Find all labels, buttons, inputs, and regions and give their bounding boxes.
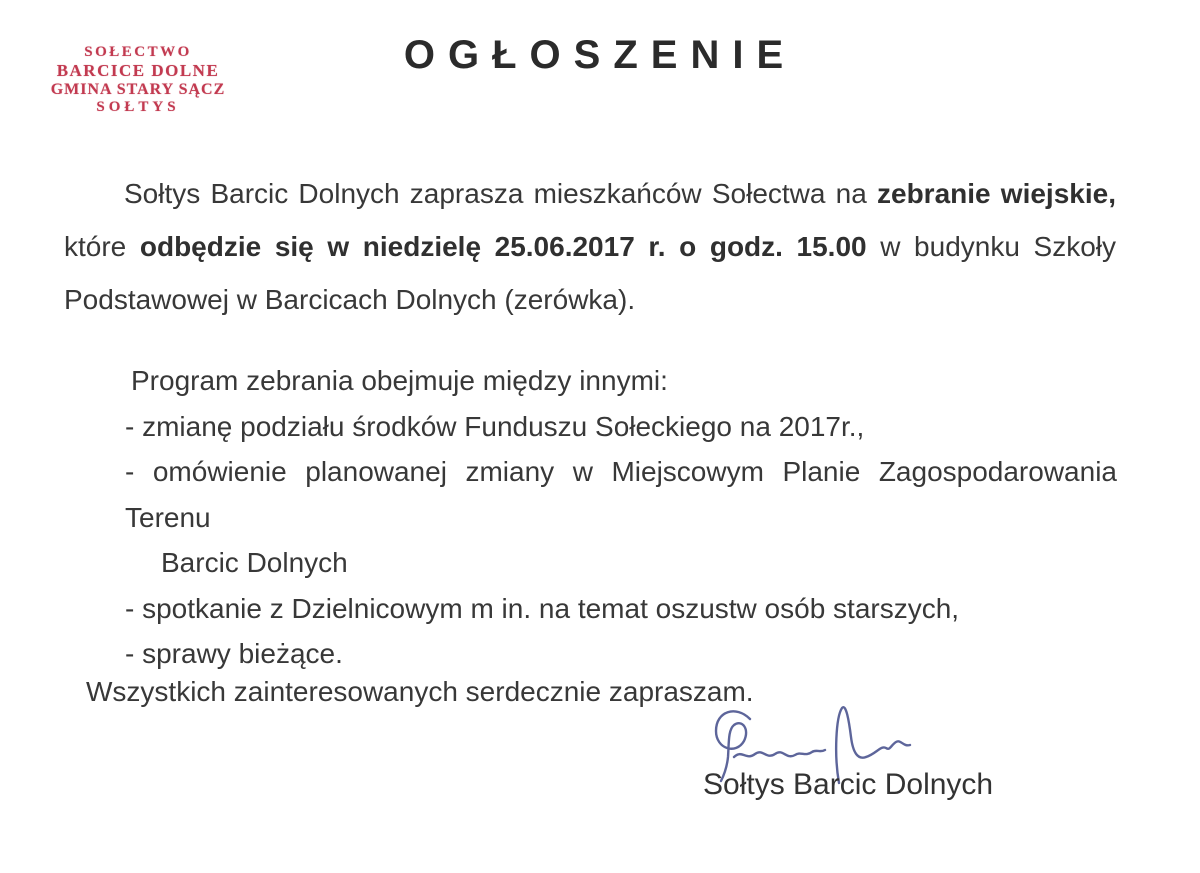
intro-paragraph — [64, 167, 1116, 326]
stamp-line-solectwo: SOŁECTWO — [84, 44, 192, 60]
stamp-line-gmina: GMINA STARY SĄCZ — [50, 80, 226, 98]
agenda-item: - zmianę podziału środków Funduszu Sołeckiego na 2017r., — [125, 410, 865, 442]
agenda-item: - sprawy bieżące. — [125, 638, 343, 669]
stamp-line-soltys: SOŁTYS — [96, 99, 180, 116]
agenda-section — [125, 358, 1117, 677]
agenda-item-continuation: Barcic Dolnych — [161, 547, 348, 578]
document-title: OGŁOSZENIE — [403, 33, 797, 77]
agenda-item: - spotkanie z Dzielnicowym m in. na temat oszustw osób starszych, — [125, 592, 960, 624]
intro-line-2-pre: które — [64, 231, 140, 262]
agenda-item: - omówienie planowanej zmiany w Miejscowym Planie Zagospodarowania Terenu — [125, 456, 1117, 533]
intro-line-2 — [64, 220, 1116, 273]
intro-line-1-bold: zebranie wiejskie, — [877, 178, 1116, 209]
intro-line-2-bold: odbędzie się w niedzielę 25.06.2017 r. o godz. 15.00 — [139, 231, 867, 262]
intro-line-2-post: w budynku Szkoły — [866, 231, 1116, 262]
agenda-heading: Program zebrania obejmuje między innymi: — [131, 365, 668, 396]
signatory-title: Sołtys Barcic Dolnych — [703, 768, 994, 801]
closing-line: Wszystkich zainteresowanych serdecznie zapraszam. — [86, 676, 754, 707]
stamp-line-village: BARCICE DOLNE — [56, 61, 220, 81]
intro-line-1 — [64, 167, 1116, 220]
intro-line-3: Podstawowej w Barcicach Dolnych (zerówka). — [64, 284, 636, 315]
intro-line-1-normal: Sołtys Barcic Dolnych zaprasza mieszkańców Sołectwa na — [124, 178, 877, 209]
